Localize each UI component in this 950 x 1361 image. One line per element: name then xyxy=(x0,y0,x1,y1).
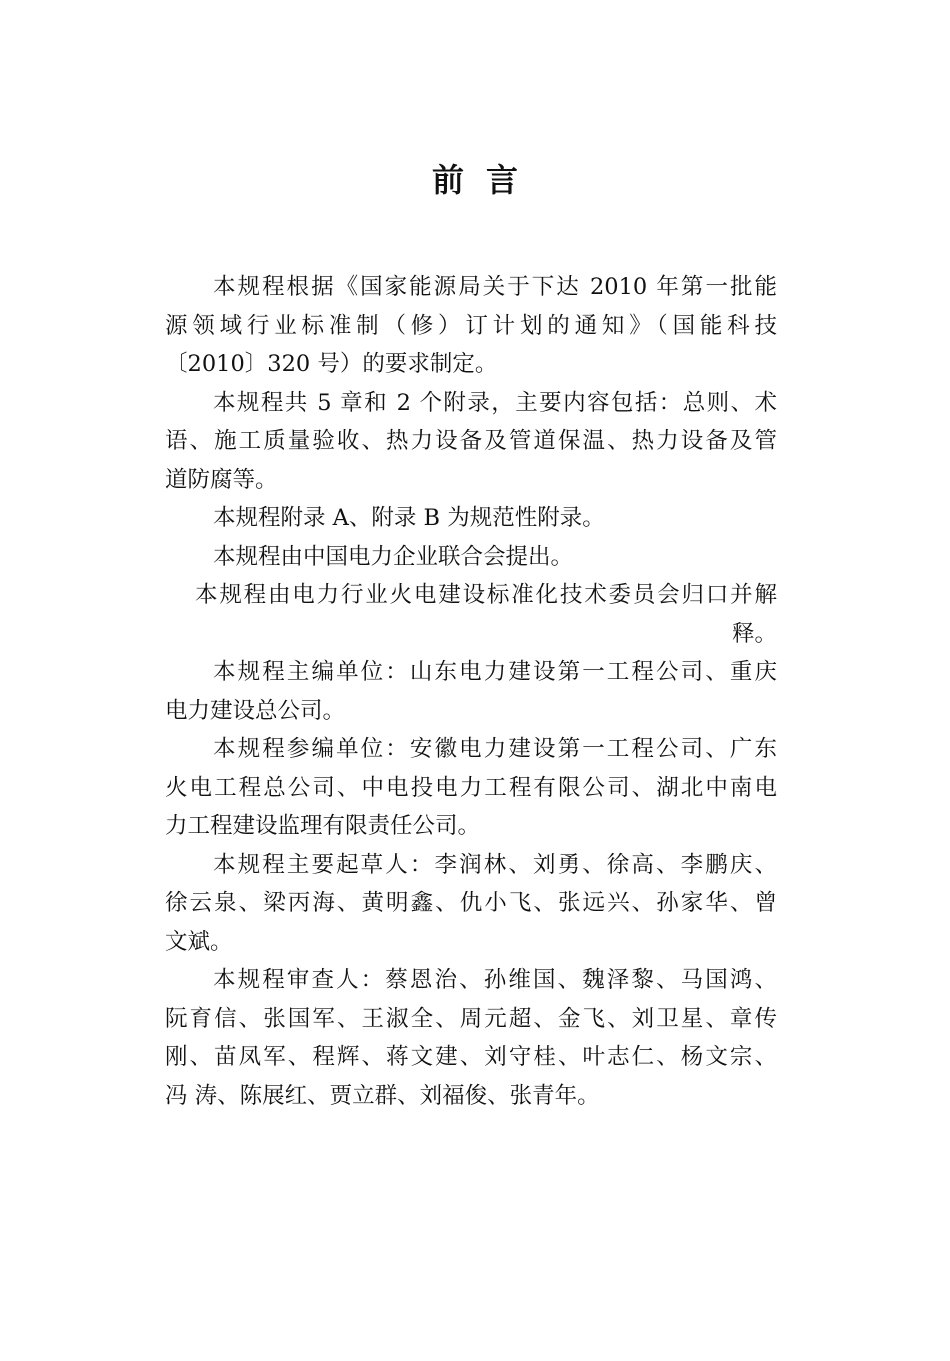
text-line: 本规程参编单位：安徽电力建设第一工程公司、广东 xyxy=(213,736,777,762)
text-line: 本规程主要起草人：李润林、刘勇、徐高、李鹏庆、 xyxy=(213,851,777,878)
text-line: 文斌。 xyxy=(165,928,233,955)
page-title: 前言 xyxy=(431,161,540,199)
text-line: 本规程由电力行业火电建设标准化技术委员会归口并解 xyxy=(195,582,777,608)
text-line: 本规程根据《国家能源局关于下达 2010 年第一批能 xyxy=(213,274,777,300)
text-line: 徐云泉、梁丙海、黄明鑫、仇小飞、张远兴、孙家华、曾 xyxy=(165,890,777,916)
text-line: 本规程共 5 章和 2 个附录，主要内容包括：总则、术 xyxy=(213,389,777,416)
text-line: 语、施工质量验收、热力设备及管道保温、热力设备及管 xyxy=(165,428,777,454)
text-line: 道防腐等。 xyxy=(165,466,278,493)
foreword-body xyxy=(165,268,777,1115)
text-line: 电力建设总公司。 xyxy=(165,697,346,724)
text-line: 力工程建设监理有限责任公司。 xyxy=(165,813,481,839)
text-line: 火电工程总公司、中电投电力工程有限公司、湖北中南电 xyxy=(165,774,777,801)
text-line: 本规程由中国电力企业联合会提出。 xyxy=(213,543,574,570)
text-line: 本规程附录 A、附录 B 为规范性附录。 xyxy=(213,505,605,531)
text-line: 源领域行业标准制（修）订计划的通知》（国能科技 xyxy=(165,312,777,339)
text-line: 阮育信、张国军、王淑全、周元超、金飞、刘卫星、章传 xyxy=(165,1005,777,1032)
text-line: 本规程主编单位：山东电力建设第一工程公司、重庆 xyxy=(213,659,777,685)
text-line: 刚、苗凤军、程辉、蒋文建、刘守桂、叶志仁、杨文宗、 xyxy=(165,1044,777,1070)
text-line: 释。 xyxy=(731,620,777,647)
text-line: 冯 涛、陈展红、贾立群、刘福俊、张青年。 xyxy=(165,1082,600,1109)
text-line: 本规程审查人：蔡恩治、孙维国、魏泽黎、马国鸿、 xyxy=(213,967,777,993)
text-line: 〔2010〕320 号）的要求制定。 xyxy=(165,351,498,377)
